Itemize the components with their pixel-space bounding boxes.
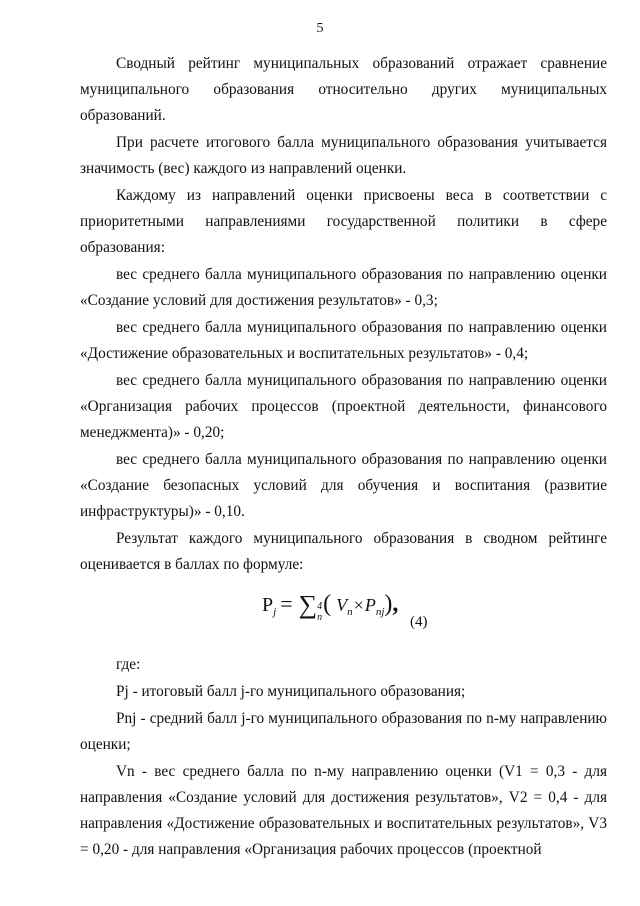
formula-v-subscript: n: [347, 606, 353, 618]
formula-p-subscript: nj: [375, 606, 385, 618]
formula-lhs-subscript: j: [273, 606, 277, 618]
sum-limits: [317, 601, 322, 623]
formula-lhs: P: [262, 594, 274, 616]
formula-equals: =: [280, 591, 293, 616]
formula: [262, 592, 398, 624]
page-number: 5: [316, 21, 324, 36]
paragraph: вес среднего балла муниципального образования по направлению оценки «Достижение образовательных и воспитательных результатов» - 0,4;: [80, 319, 607, 362]
formula-v: V: [336, 595, 348, 615]
paragraph: Результат каждого муниципального образования в сводном рейтинге оценивается в баллах по формуле:: [80, 530, 607, 573]
paragraph: Сводный рейтинг муниципальных образований отражает сравнение муниципального образования относительно других муниципальных образований.: [80, 55, 607, 124]
sum-upper-limit: 4: [317, 601, 323, 612]
paragraph: где:: [116, 656, 141, 673]
paragraph: Pnj - средний балл j-го муниципального образования по n-му направлению оценки;: [80, 710, 607, 753]
paragraph: вес среднего балла муниципального образования по направлению оценки «Создание безопасных условий для обучения и воспитания (развитие инфраструктуры)» - 0,10.: [80, 451, 607, 520]
formula-comma: ,: [392, 591, 399, 617]
formula-p: P: [364, 595, 376, 615]
formula-close-paren: ): [384, 591, 393, 617]
formula-block: [80, 582, 607, 652]
paragraph: вес среднего балла муниципального образования по направлению оценки «Организация рабочих процессов (проектной деятельности, финансового менеджмента)» - 0,20;: [80, 372, 607, 441]
sum-lower-limit: n: [317, 612, 323, 623]
page-body: [80, 51, 607, 863]
paragraph: Vn - вес среднего балла по n-му направлению оценки (V1 = 0,3 - для направления «Создание условий для достижения результатов», V2 = 0,4 - для направления «Достижение образовательных и воспитательных результатов», V3 = 0,20 - для направления «Организация рабочих процессов (проектной: [80, 763, 607, 858]
formula-times: ×: [353, 595, 364, 615]
paragraph: вес среднего балла муниципального образования по направлению оценки «Создание условий для достижения результатов» - 0,3;: [80, 266, 607, 309]
paragraph: При расчете итогового балла муниципального образования учитывается значимость (вес) каждого из направлений оценки.: [80, 134, 607, 177]
equation-number: (4): [410, 614, 428, 630]
paragraph: Pj - итоговый балл j-го муниципального образования;: [116, 683, 466, 700]
sum-symbol: ∑: [298, 590, 318, 619]
paragraph: Каждому из направлений оценки присвоены веса в соответствии с приоритетными направлениями государственной политики в сфере образования:: [80, 187, 607, 256]
formula-open-paren: (: [323, 591, 332, 617]
